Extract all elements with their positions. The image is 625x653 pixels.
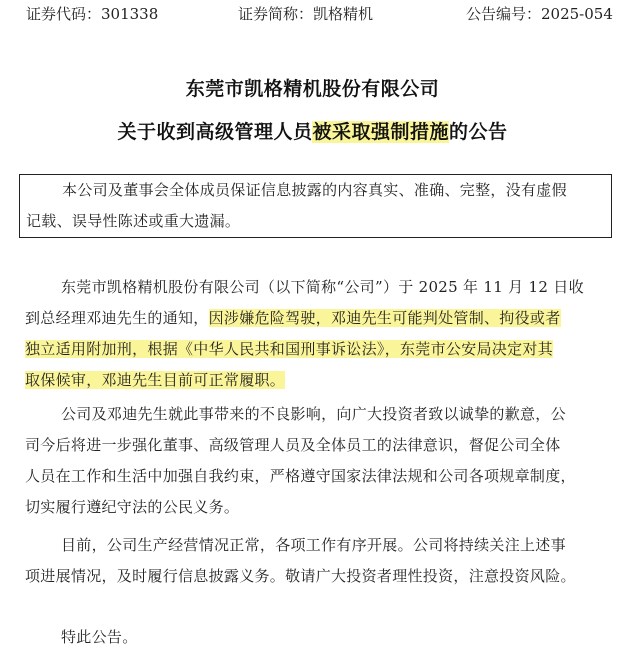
stock-abbreviation: 证券简称：凯格精机 (238, 5, 374, 23)
stock-code: 证券代码：301338 (26, 5, 159, 23)
paragraph-operations (25, 530, 615, 592)
disclaimer-line: 记载、误导性陈述或重大遗漏。 (26, 212, 241, 230)
highlighted-text: 取保候审，邓迪先生目前可正常履职。 (25, 371, 286, 389)
announcement-number: 公告编号：2025-054 (466, 5, 613, 23)
title-suffix: 的公告 (449, 121, 508, 143)
paragraph-line (25, 334, 610, 365)
paragraph-line (25, 365, 610, 396)
paragraph-notice (25, 272, 610, 396)
paragraph-line: 人员在工作和生活中加强自我约束，严格遵守国家法律法规和公司各项规章制度， (25, 467, 576, 485)
paragraph-line: 东莞市凯格精机股份有限公司（以下简称“公司”）于 2025 年 11 月 12 日收 (61, 278, 584, 296)
paragraph-line: 公司及邓迪先生就此事带来的不良影响，向广大投资者致以诚挚的歉意，公 (61, 405, 566, 423)
closing-line: 特此公告。 (61, 628, 138, 646)
highlighted-text: 独立适用附加刑，根据《中华人民共和国刑事诉讼法》，东莞市公安局决定对其 (25, 340, 554, 358)
paragraph-line: 司今后将进一步强化董事、高级管理人员及全体员工的法律意识，督促公司全体 (25, 436, 561, 454)
disclaimer-line: 本公司及董事会全体成员保证信息披露的内容真实、准确、完整，没有虚假 (62, 181, 567, 199)
closing-statement (25, 622, 325, 653)
highlighted-text: 因涉嫌危险驾驶，邓迪先生可能判处管制、拘役或者 (208, 309, 561, 327)
paragraph-line: 切实履行遵纪守法的公民义务。 (25, 498, 240, 516)
paragraph-line (25, 303, 610, 334)
company-title: 东莞市凯格精机股份有限公司 (185, 78, 440, 100)
paragraph-line: 项进展情况，及时履行信息披露义务。敬请广大投资者理性投资，注意投资风险。 (25, 567, 576, 585)
plain-text: 到总经理邓迪先生的通知， (25, 309, 209, 327)
announcement-title (0, 117, 625, 144)
document-header (0, 2, 625, 26)
paragraph-apology (25, 399, 615, 523)
paragraph-line: 目前，公司生产经营情况正常，各项工作有序开展。公司将持续关注上述事 (61, 536, 566, 554)
title-prefix: 关于收到高级管理人员 (117, 121, 313, 143)
disclaimer-text (26, 175, 606, 237)
title-highlight: 被采取强制措施 (312, 121, 449, 143)
